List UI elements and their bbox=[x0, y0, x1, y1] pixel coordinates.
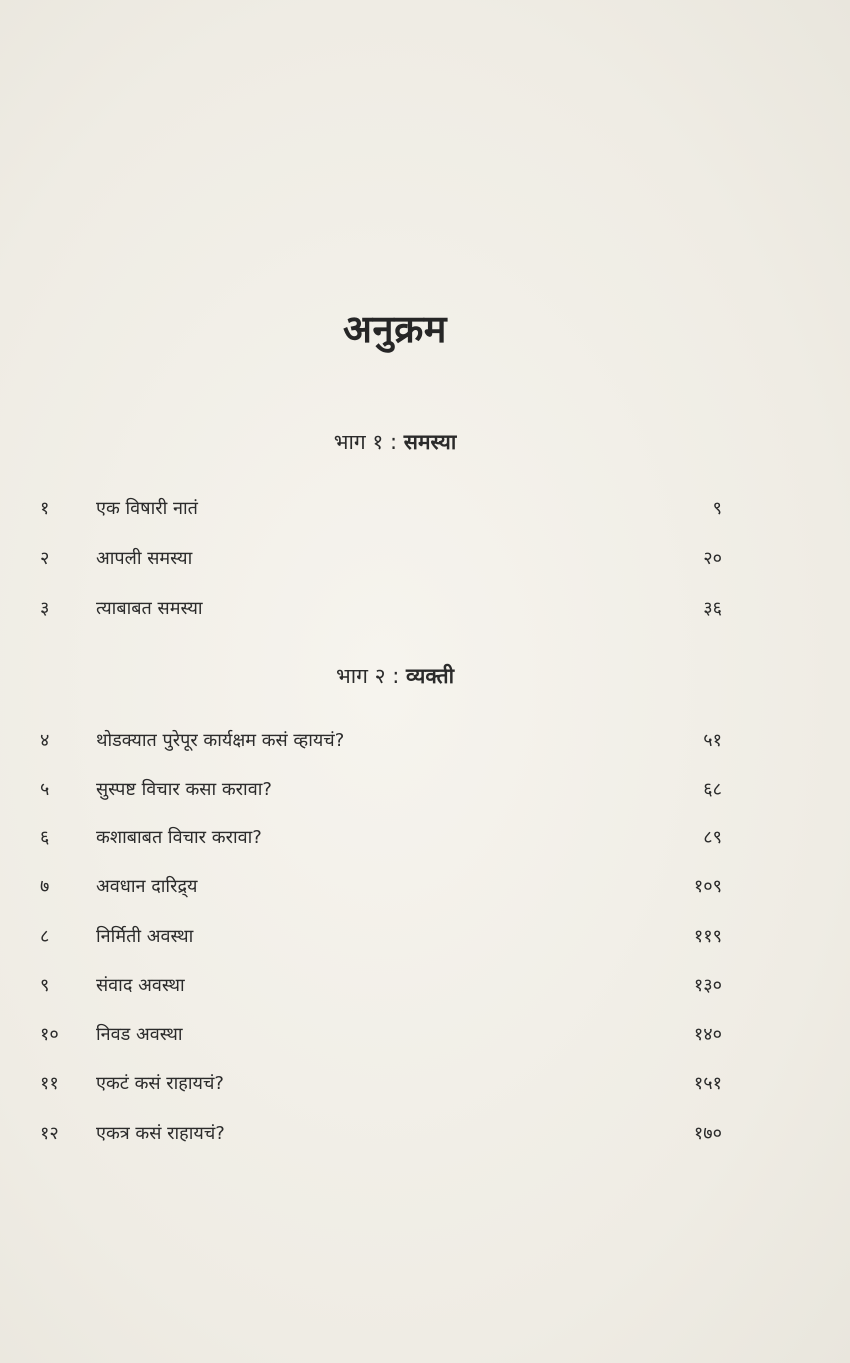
chapter-number: ५ bbox=[40, 779, 50, 800]
chapter-page: २० bbox=[703, 548, 722, 569]
chapter-number: ९ bbox=[40, 975, 50, 996]
chapter-number: ८ bbox=[40, 926, 50, 947]
toc-row bbox=[40, 1121, 722, 1151]
chapter-page: ११९ bbox=[693, 926, 722, 947]
chapter-page: १४० bbox=[693, 1024, 722, 1045]
chapter-number: २ bbox=[40, 548, 50, 569]
chapter-title: सुस्पष्ट विचार कसा करावा? bbox=[96, 779, 272, 800]
part-name: समस्या bbox=[403, 430, 457, 454]
toc-row bbox=[40, 1071, 722, 1101]
chapter-page: ३६ bbox=[703, 598, 722, 619]
toc-row bbox=[40, 596, 722, 626]
toc-row bbox=[40, 728, 722, 758]
chapter-page: ६८ bbox=[703, 779, 722, 800]
part-heading-2 bbox=[0, 662, 790, 690]
toc-row bbox=[40, 1022, 722, 1052]
chapter-page: १३० bbox=[693, 975, 722, 996]
chapter-page: १५१ bbox=[693, 1073, 722, 1094]
chapter-page: ९ bbox=[712, 498, 722, 519]
chapter-number: ११ bbox=[40, 1073, 59, 1094]
chapter-title: एकटं कसं राहायचं? bbox=[96, 1073, 224, 1094]
toc-row bbox=[40, 496, 722, 526]
chapter-page: ५१ bbox=[703, 730, 722, 751]
toc-row bbox=[40, 973, 722, 1003]
part-label: भाग २ : bbox=[335, 664, 400, 688]
page-title: अनुक्रम bbox=[342, 307, 448, 351]
chapter-title: एकत्र कसं राहायचं? bbox=[96, 1123, 225, 1144]
chapter-number: १ bbox=[40, 498, 50, 519]
toc-row bbox=[40, 777, 722, 807]
chapter-number: १० bbox=[40, 1024, 59, 1045]
chapter-title: आपली समस्या bbox=[96, 548, 193, 569]
chapter-page: ८९ bbox=[703, 827, 722, 848]
chapter-page: १०९ bbox=[693, 876, 722, 897]
chapter-number: १२ bbox=[40, 1123, 59, 1144]
toc-row bbox=[40, 546, 722, 576]
chapter-number: ४ bbox=[40, 730, 50, 751]
chapter-title: अवधान दारिद्र्य bbox=[96, 876, 198, 897]
toc-row bbox=[40, 825, 722, 855]
part-name: व्यक्ती bbox=[406, 664, 455, 688]
chapter-title: कशाबाबत विचार करावा? bbox=[96, 827, 262, 848]
chapter-title: त्याबाबत समस्या bbox=[96, 598, 203, 619]
chapter-number: ७ bbox=[40, 876, 50, 897]
chapter-title: थोडक्यात पुरेपूर कार्यक्षम कसं व्हायचं? bbox=[96, 730, 345, 751]
chapter-title: निवड अवस्था bbox=[96, 1024, 183, 1045]
chapter-title: निर्मिती अवस्था bbox=[96, 926, 194, 947]
part-heading-1 bbox=[0, 428, 790, 456]
toc-row bbox=[40, 924, 722, 954]
chapter-title: संवाद अवस्था bbox=[96, 975, 185, 996]
chapter-title: एक विषारी नातं bbox=[96, 498, 198, 519]
part-label: भाग १ : bbox=[333, 430, 398, 454]
chapter-number: ६ bbox=[40, 827, 50, 848]
chapter-number: ३ bbox=[40, 598, 50, 619]
toc-row bbox=[40, 874, 722, 904]
chapter-page: १७० bbox=[693, 1123, 722, 1144]
